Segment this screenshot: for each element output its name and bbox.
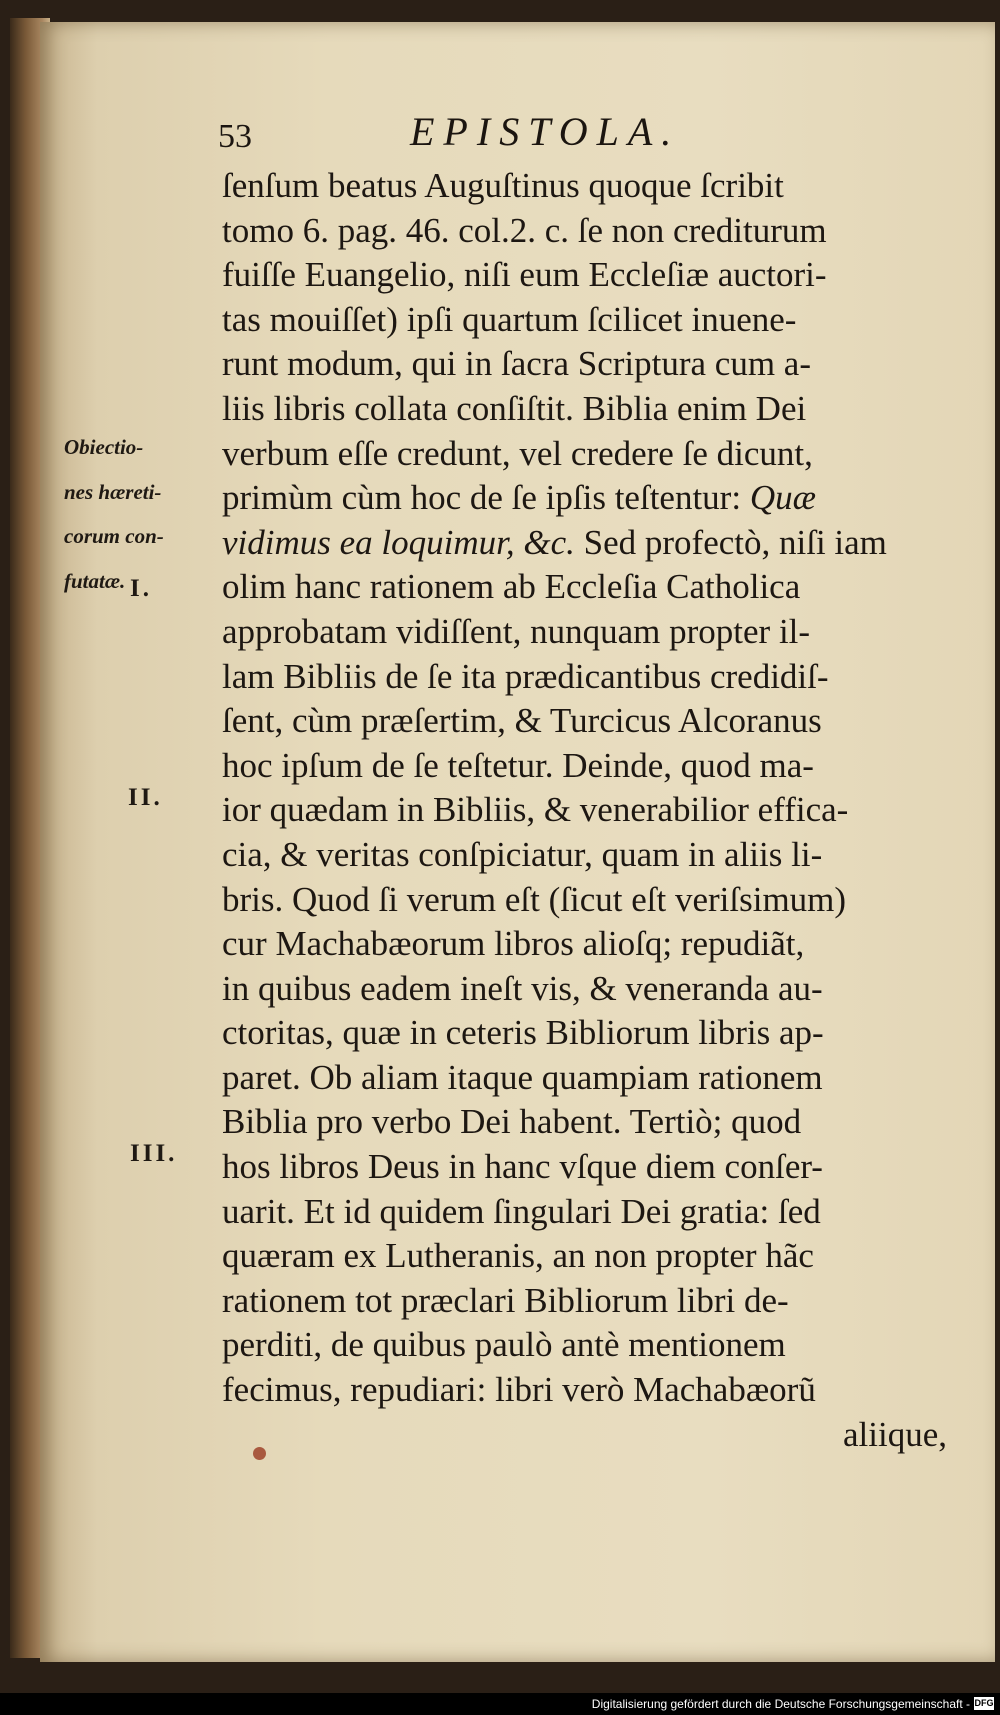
margin-numeral-first: I. xyxy=(130,575,152,602)
page-header xyxy=(218,108,878,156)
catchword: aliique, xyxy=(843,1414,947,1454)
footer-credit: Digitalisierung gefördert durch die Deutsche Forschungsgemeinschaft - xyxy=(591,1697,970,1711)
running-title: EPISTOLA. xyxy=(410,109,681,154)
text-line: fecimus, repudiari: libri verò Machabæorũ xyxy=(222,1370,816,1410)
footer-bar xyxy=(0,1693,1000,1715)
text-line: perditi, de quibus paulò antè mentionem xyxy=(222,1325,786,1365)
text-line: approbatam vidiſſent, nunquam propter il- xyxy=(222,611,811,651)
text-line: quæram ex Lutheranis, an non propter hãc xyxy=(222,1236,814,1276)
text-line: cia, & veritas conſpiciatur, quam in aliis li- xyxy=(222,834,823,874)
text-line: rationem tot præclari Bibliorum libri de- xyxy=(222,1280,789,1320)
text-line: lam Bibliis de ſe ita prædicantibus credidiſ- xyxy=(222,656,829,696)
text-line: tas mouiſſet) ipſi quartum ſcilicet inuene- xyxy=(222,299,797,339)
text-line: ior quædam in Bibliis, & venerabilior effica- xyxy=(222,790,849,830)
text-line: in quibus eadem ineſt vis, & veneranda au- xyxy=(222,968,823,1008)
margin-note-line: Obiectio- xyxy=(64,435,144,459)
margin-note-line: futatæ. xyxy=(64,568,126,593)
text-line: bris. Quod ſi verum eſt (ſicut eſt veriſsimum) xyxy=(222,879,847,919)
text-line: tomo 6. pag. 46. col.2. c. ſe non crediturum xyxy=(222,210,827,250)
text-segment: primùm cùm hoc de ſe ipſis teſtentur: xyxy=(222,478,742,518)
italic-quote-end: vidimus ea loquimur, &c. xyxy=(222,522,575,562)
text-line: liis libris collata conſiſtit. Biblia enim Dei xyxy=(222,388,807,428)
margin-note-line: nes hæreti- xyxy=(64,479,162,504)
text-segment: Sed profectò, niſi iam xyxy=(583,522,887,562)
dfg-logo-icon: DFG xyxy=(974,1698,994,1708)
margin-note-line: corum con- xyxy=(64,524,164,549)
text-line: fuiſſe Euangelio, niſi eum Eccleſiæ auctori- xyxy=(222,255,827,295)
text-line: ſent, cùm præſertim, & Turcicus Alcoranus xyxy=(222,701,822,741)
text-line: cur Machabæorum libros alioſq; repudiãt, xyxy=(222,924,805,964)
text-line: ctoritas, quæ in ceteris Bibliorum libris ap- xyxy=(222,1013,824,1053)
text-line: verbum eſſe credunt, vel credere ſe dicunt, xyxy=(222,433,813,473)
text-line: olim hanc rationem ab Eccleſia Catholica xyxy=(222,567,801,607)
text-line: runt modum, qui in ſacra Scriptura cum a- xyxy=(222,344,812,384)
margin-numeral-third: III. xyxy=(130,1140,178,1167)
text-line: ſenſum beatus Auguſtinus quoque ſcribit xyxy=(222,166,784,205)
text-line xyxy=(222,476,947,521)
margin-numeral-second: II. xyxy=(128,784,163,811)
italic-quote-start: Quæ xyxy=(749,478,816,518)
ink-stain xyxy=(253,1447,266,1460)
page-number: 53 xyxy=(218,118,252,155)
text-line: uarit. Et id quidem ſingulari Dei gratia: ſed xyxy=(222,1191,821,1231)
text-line xyxy=(222,521,947,566)
text-line: hoc ipſum de ſe teſtetur. Deinde, quod ma- xyxy=(222,745,814,785)
text-line: hos libros Deus in hanc vſque diem conſer- xyxy=(222,1147,823,1187)
text-line: paret. Ob aliam itaque quampiam rationem xyxy=(222,1057,823,1097)
body-text xyxy=(222,164,947,1457)
text-line: Biblia pro verbo Dei habent. Tertiò; quod xyxy=(222,1102,802,1142)
